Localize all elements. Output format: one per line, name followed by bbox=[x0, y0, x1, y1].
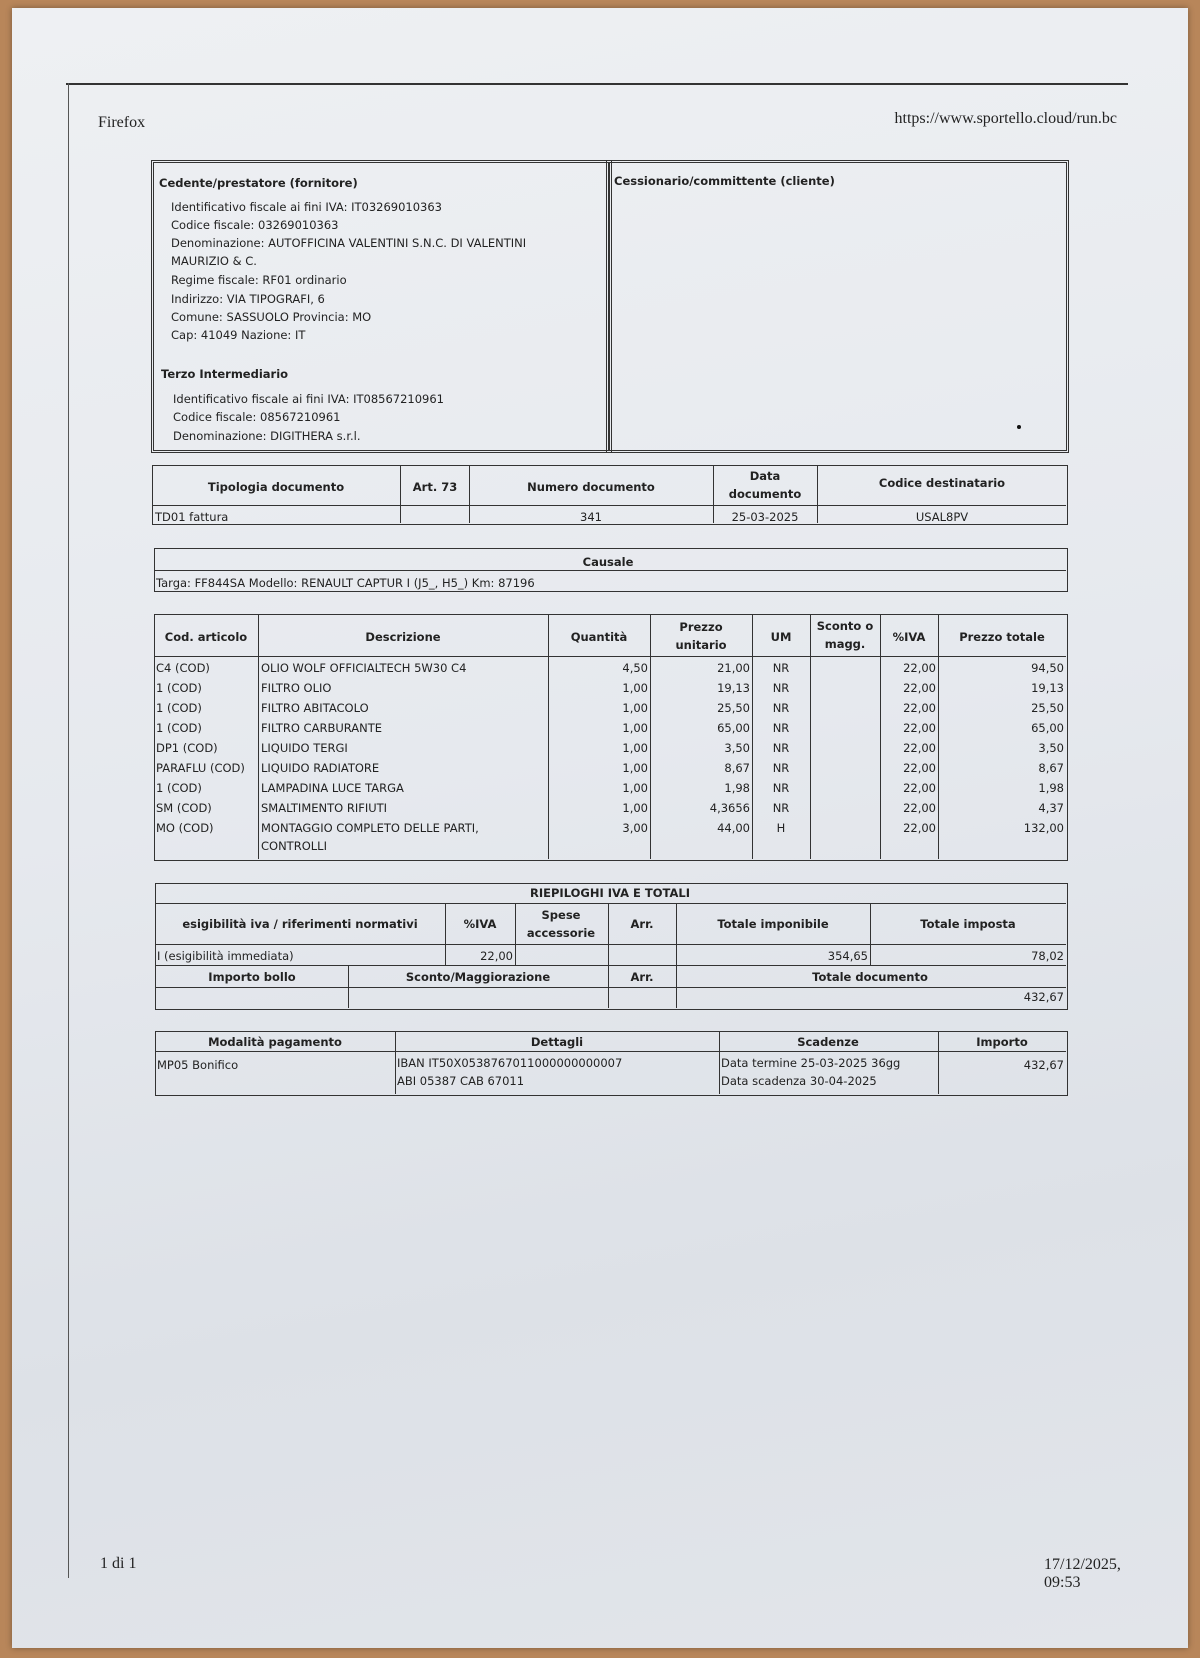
row-quantita: 4,50 bbox=[622, 661, 648, 675]
row-prezzo: 65,00 bbox=[717, 721, 750, 735]
row-descrizione: SMALTIMENTO RIFIUTI bbox=[261, 801, 388, 815]
causale-title: Causale bbox=[582, 555, 634, 569]
row-prezzo: 3,50 bbox=[724, 741, 750, 755]
row-totale: 19,13 bbox=[1031, 681, 1064, 695]
row-prezzo: 25,50 bbox=[717, 701, 750, 715]
row-cod: PARAFLU (COD) bbox=[156, 761, 245, 775]
row-cod: MO (COD) bbox=[156, 821, 214, 835]
doc-header-tipologia: Tipologia documento bbox=[207, 480, 345, 494]
terzo-line: Denominazione: DIGITHERA s.r.l. bbox=[173, 429, 361, 443]
row-iva: 22,00 bbox=[903, 741, 936, 755]
browser-name: Firefox bbox=[98, 114, 146, 131]
row-descrizione: MONTAGGIO COMPLETO DELLE PARTI, bbox=[261, 821, 479, 835]
causale-text: Targa: FF844SA Modello: RENAULT CAPTUR I (J5_, H5_) Km: 87196 bbox=[156, 576, 535, 590]
col-header-cod: Cod. articolo bbox=[164, 630, 248, 644]
cedente-line: MAURIZIO & C. bbox=[171, 254, 257, 268]
cedente-line: Cap: 41049 Nazione: IT bbox=[171, 328, 306, 342]
row-cod: 1 (COD) bbox=[156, 781, 202, 795]
row-descrizione: FILTRO ABITACOLO bbox=[261, 701, 369, 715]
print-datetime: 17/12/2025, 09:53 bbox=[1044, 1556, 1121, 1591]
row-quantita: 1,00 bbox=[622, 721, 648, 735]
row-totale: 4,37 bbox=[1038, 801, 1064, 815]
doc-tipologia: TD01 fattura bbox=[155, 510, 229, 524]
row-iva: 22,00 bbox=[903, 781, 936, 795]
row-quantita: 1,00 bbox=[622, 701, 648, 715]
cedente-line: Comune: SASSUOLO Provincia: MO bbox=[171, 310, 372, 324]
riepilogo-iva: 22,00 bbox=[480, 949, 513, 963]
riepilogo-header-spese2: accessorie bbox=[526, 926, 596, 940]
row-quantita: 1,00 bbox=[622, 801, 648, 815]
row-totale: 3,50 bbox=[1038, 741, 1064, 755]
riepilogo-header-iva: %IVA bbox=[463, 917, 497, 931]
riepilogo-header-sconto: Sconto/Maggiorazione bbox=[405, 970, 551, 984]
row-descrizione: LAMPADINA LUCE TARGA bbox=[261, 781, 404, 795]
col-header-descrizione: Descrizione bbox=[365, 630, 441, 644]
row-iva: 22,00 bbox=[903, 681, 936, 695]
col-header-um: UM bbox=[770, 630, 792, 644]
riepilogo-header-totale: Totale documento bbox=[812, 970, 928, 984]
row-iva: 22,00 bbox=[903, 721, 936, 735]
riepilogo-title: RIEPILOGHI IVA E TOTALI bbox=[530, 886, 690, 900]
row-cod: 1 (COD) bbox=[156, 721, 202, 735]
row-descrizione-cont: CONTROLLI bbox=[261, 839, 327, 853]
doc-header-art73: Art. 73 bbox=[412, 480, 458, 494]
row-um: NR bbox=[772, 681, 790, 695]
row-cod: DP1 (COD) bbox=[156, 741, 218, 755]
riepilogo-imposta: 78,02 bbox=[1031, 949, 1064, 963]
row-iva: 22,00 bbox=[903, 661, 936, 675]
terzo-title: Terzo Intermediario bbox=[161, 367, 289, 381]
pagamento-importo: 432,67 bbox=[1023, 1058, 1064, 1072]
row-um: H bbox=[776, 821, 786, 835]
row-prezzo: 4,3656 bbox=[709, 801, 750, 815]
doc-data: 25-03-2025 bbox=[731, 510, 799, 524]
cedente-line: Indirizzo: VIA TIPOGRAFI, 6 bbox=[171, 292, 325, 306]
row-prezzo: 21,00 bbox=[717, 661, 750, 675]
riepilogo-header-arr2: Arr. bbox=[630, 970, 654, 984]
riepilogo-header-arr: Arr. bbox=[630, 917, 654, 931]
col-header-prezzo2: unitario bbox=[675, 638, 727, 652]
col-header-iva: %IVA bbox=[892, 630, 926, 644]
row-prezzo: 19,13 bbox=[717, 681, 750, 695]
row-prezzo: 1,98 bbox=[724, 781, 750, 795]
doc-header-data2: documento bbox=[728, 487, 802, 501]
row-totale: 8,67 bbox=[1038, 761, 1064, 775]
row-quantita: 3,00 bbox=[622, 821, 648, 835]
doc-header-data: Data bbox=[749, 469, 781, 483]
cessionario-box bbox=[606, 160, 1069, 453]
pagamento-header-modalita: Modalità pagamento bbox=[208, 1035, 342, 1049]
riepilogo-esigibilita: I (esigibilità immediata) bbox=[157, 949, 294, 963]
col-header-sconto2: magg. bbox=[824, 637, 866, 651]
row-cod: SM (COD) bbox=[156, 801, 212, 815]
row-cod: 1 (COD) bbox=[156, 681, 202, 695]
cedente-line: Regime fiscale: RF01 ordinario bbox=[171, 273, 347, 287]
doc-header-numero: Numero documento bbox=[527, 480, 655, 494]
doc-numero: 341 bbox=[580, 510, 602, 524]
page-url: https://www.sportello.cloud/run.bc bbox=[894, 110, 1117, 127]
terzo-line: Identificativo fiscale ai fini IVA: IT08567210961 bbox=[173, 392, 445, 406]
row-totale: 25,50 bbox=[1031, 701, 1064, 715]
ink-dot bbox=[1017, 425, 1021, 429]
row-descrizione: OLIO WOLF OFFICIALTECH 5W30 C4 bbox=[261, 661, 467, 675]
pagamento-modalita: MP05 Bonifico bbox=[157, 1058, 239, 1072]
row-um: NR bbox=[772, 721, 790, 735]
top-rule bbox=[66, 83, 1128, 85]
cedente-title: Cedente/prestatore (fornitore) bbox=[159, 176, 358, 190]
riepilogo-imponibile: 354,65 bbox=[827, 949, 868, 963]
row-iva: 22,00 bbox=[903, 821, 936, 835]
doc-header-codice: Codice destinatario bbox=[878, 476, 1006, 490]
riepilogo-header-spese: Spese bbox=[541, 908, 581, 922]
row-iva: 22,00 bbox=[903, 801, 936, 815]
riepilogo-header-esigibilita: esigibilità iva / riferimenti normativi bbox=[182, 917, 418, 931]
row-descrizione: LIQUIDO TERGI bbox=[261, 741, 348, 755]
row-um: NR bbox=[772, 801, 790, 815]
row-um: NR bbox=[772, 781, 790, 795]
cedente-line: Identificativo fiscale ai fini IVA: IT03269010363 bbox=[171, 200, 443, 214]
row-totale: 65,00 bbox=[1031, 721, 1064, 735]
row-totale: 1,98 bbox=[1038, 781, 1064, 795]
page-count: 1 di 1 bbox=[100, 1555, 137, 1572]
row-cod: 1 (COD) bbox=[156, 701, 202, 715]
pagamento-iban: IBAN IT50X0538767011000000000007 bbox=[397, 1056, 623, 1070]
row-um: NR bbox=[772, 661, 790, 675]
row-iva: 22,00 bbox=[903, 761, 936, 775]
pagamento-header-dettagli: Dettagli bbox=[530, 1035, 584, 1049]
pagamento-header-scadenze: Scadenze bbox=[797, 1035, 859, 1049]
pagamento-abi-cab: ABI 05387 CAB 67011 bbox=[397, 1074, 525, 1088]
terzo-line: Codice fiscale: 08567210961 bbox=[173, 410, 341, 424]
row-descrizione: FILTRO OLIO bbox=[261, 681, 332, 695]
col-header-prezzo: Prezzo bbox=[679, 620, 723, 634]
cedente-line: Denominazione: AUTOFFICINA VALENTINI S.N.C. DI VALENTINI bbox=[171, 236, 527, 250]
row-um: NR bbox=[772, 701, 790, 715]
pagamento-data-termine: Data termine 25-03-2025 36gg bbox=[721, 1056, 901, 1070]
row-um: NR bbox=[772, 761, 790, 775]
col-header-sconto: Sconto o bbox=[816, 619, 874, 633]
riepilogo-header-imposta: Totale imposta bbox=[920, 917, 1016, 931]
row-quantita: 1,00 bbox=[622, 761, 648, 775]
riepilogo-header-imponibile: Totale imponibile bbox=[717, 917, 829, 931]
totale-documento: 432,67 bbox=[1023, 990, 1064, 1004]
doc-codice-destinatario: USAL8PV bbox=[915, 510, 969, 524]
row-um: NR bbox=[772, 741, 790, 755]
cedente-line: Codice fiscale: 03269010363 bbox=[171, 218, 339, 232]
row-prezzo: 8,67 bbox=[724, 761, 750, 775]
col-header-totale: Prezzo totale bbox=[959, 630, 1045, 644]
row-cod: C4 (COD) bbox=[156, 661, 210, 675]
row-quantita: 1,00 bbox=[622, 741, 648, 755]
col-header-quantita: Quantità bbox=[570, 630, 628, 644]
row-quantita: 1,00 bbox=[622, 781, 648, 795]
row-iva: 22,00 bbox=[903, 701, 936, 715]
row-descrizione: LIQUIDO RADIATORE bbox=[261, 761, 380, 775]
riepilogo-header-bollo: Importo bollo bbox=[208, 970, 296, 984]
pagamento-data-scadenza: Data scadenza 30-04-2025 bbox=[721, 1074, 877, 1088]
row-totale: 94,50 bbox=[1031, 661, 1064, 675]
row-prezzo: 44,00 bbox=[717, 821, 750, 835]
row-quantita: 1,00 bbox=[622, 681, 648, 695]
cessionario-title: Cessionario/committente (cliente) bbox=[614, 174, 835, 188]
pagamento-header-importo: Importo bbox=[976, 1035, 1028, 1049]
left-rule bbox=[68, 83, 69, 1578]
row-descrizione: FILTRO CARBURANTE bbox=[261, 721, 383, 735]
row-totale: 132,00 bbox=[1023, 821, 1064, 835]
